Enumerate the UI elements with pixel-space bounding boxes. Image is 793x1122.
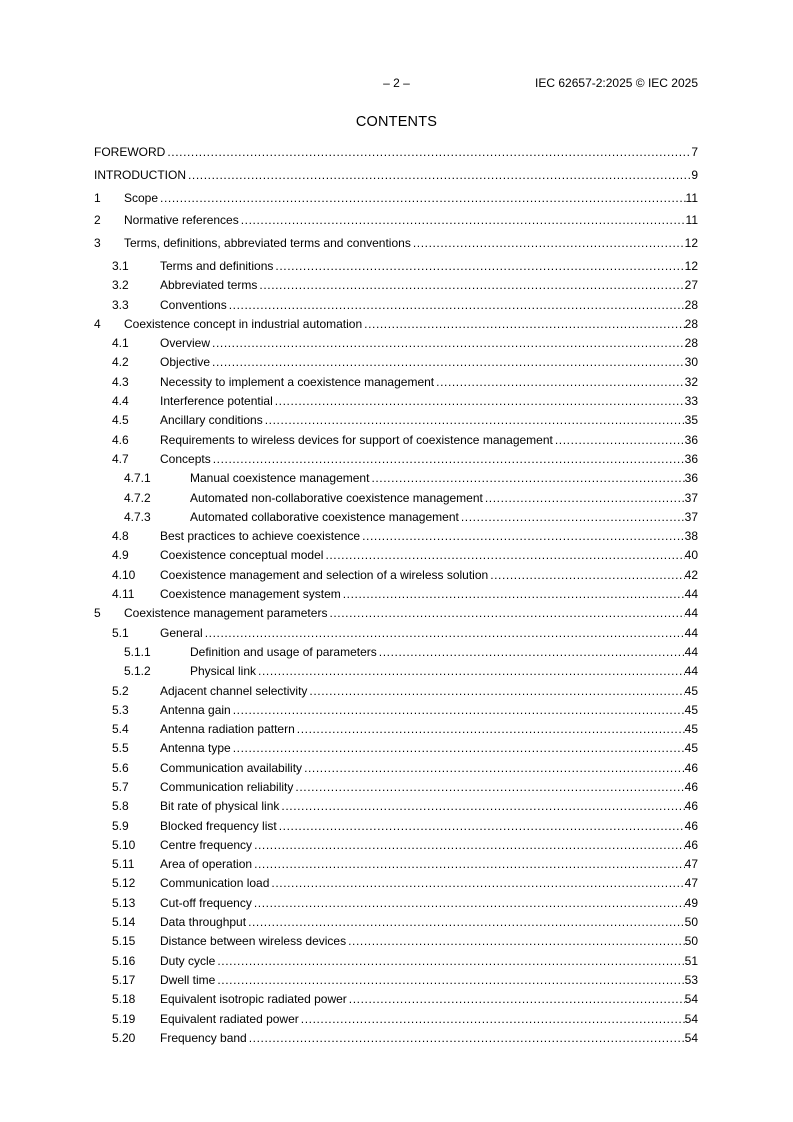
toc-entry-title: INTRODUCTION: [94, 167, 186, 182]
toc-entry-page: 50: [684, 915, 698, 930]
toc-entry[interactable]: [94, 568, 698, 587]
toc-dot-leader: [167, 145, 691, 160]
toc-entry-page: 36: [684, 471, 698, 486]
toc-entry-number: 5.18: [112, 992, 136, 1007]
toc-entry-page: 45: [684, 683, 698, 698]
toc-entry-number: 4.7.3: [124, 509, 151, 524]
toc-dot-leader: [371, 471, 684, 486]
page-number: – 2 –: [383, 76, 410, 90]
toc-entry-number: 4.3: [112, 374, 129, 389]
toc-dot-leader: [275, 259, 684, 274]
toc-entry[interactable]: [94, 857, 698, 876]
toc-dot-leader: [349, 992, 685, 1007]
toc-entry-title: Automated non-collaborative coexistence management: [190, 490, 483, 505]
toc-dot-leader: [329, 606, 684, 621]
toc-entry-page: 28: [684, 316, 698, 331]
toc-entry-page: 35: [684, 413, 698, 428]
toc-entry-number: 5.7: [112, 780, 129, 794]
toc-dot-leader: [254, 838, 685, 853]
toc-entry-page: 46: [684, 780, 698, 794]
toc-entry[interactable]: [94, 741, 698, 760]
toc-entry-title: Distance between wireless devices: [160, 934, 347, 949]
toc-entry[interactable]: [94, 587, 698, 606]
toc-entry-number: 5: [94, 606, 101, 621]
toc-entry-number: 5.1: [112, 625, 129, 640]
toc-entry-page: 45: [684, 702, 698, 717]
toc-entry-number: 4: [94, 316, 101, 331]
toc-dot-leader: [233, 741, 685, 756]
toc-dot-leader: [325, 548, 684, 563]
toc-dot-leader: [213, 452, 685, 467]
toc-entry-title: Communication reliability: [160, 780, 294, 794]
toc-entry-page: 27: [684, 278, 698, 293]
toc-entry[interactable]: [94, 761, 698, 780]
toc-dot-leader: [249, 1031, 685, 1046]
toc-dot-leader: [233, 703, 685, 718]
toc-entry[interactable]: [94, 664, 698, 683]
toc-entry-title: Manual coexistence management: [190, 471, 370, 486]
toc-entry-number: 4.6: [112, 432, 129, 447]
toc-entry[interactable]: [94, 213, 698, 232]
toc-entry-title: Blocked frequency list: [160, 818, 277, 833]
toc-entry-title: Terms and definitions: [160, 258, 274, 273]
toc-entry-page: 7: [691, 145, 698, 159]
toc-entry-page: 33: [684, 394, 698, 409]
toc-entry-page: 11: [685, 213, 698, 228]
toc-entry-page: 42: [684, 567, 698, 582]
toc-entry[interactable]: [94, 973, 698, 992]
page-title: CONTENTS: [355, 114, 438, 130]
toc-entry-title: Centre frequency: [160, 837, 253, 852]
toc-entry-number: 4.7.2: [124, 490, 151, 505]
toc-entry-title: Coexistence management parameters: [124, 606, 328, 621]
toc-entry-number: 4.11: [112, 587, 135, 602]
toc-entry-page: 47: [684, 876, 698, 891]
toc-entry-title: Definition and usage of parameters: [190, 644, 377, 659]
toc-entry-title: Antenna gain: [160, 702, 231, 717]
toc-entry[interactable]: [94, 298, 698, 317]
toc-entry-title: Coexistence concept in industrial automation: [124, 316, 363, 331]
toc-entry-number: 3: [94, 236, 101, 251]
toc-entry-page: 51: [684, 953, 698, 968]
toc-entry[interactable]: [94, 317, 698, 336]
toc-dot-leader: [348, 934, 685, 949]
toc-entry-number: 5.2: [112, 683, 129, 698]
toc-dot-leader: [254, 857, 685, 872]
toc-entry[interactable]: [94, 191, 698, 210]
toc-entry-title: Automated collaborative coexistence management: [190, 509, 459, 524]
toc-entry-number: 4.10: [112, 567, 136, 582]
toc-entry[interactable]: [94, 259, 698, 278]
toc-entry-number: 5.19: [112, 1011, 136, 1026]
toc-entry-page: 54: [684, 1011, 698, 1026]
toc-dot-leader: [212, 355, 685, 370]
toc-entry-title: Equivalent radiated power: [160, 1011, 299, 1026]
toc-dot-leader: [343, 587, 685, 602]
toc-entry[interactable]: [94, 413, 698, 432]
toc-entry-page: 44: [684, 664, 698, 679]
toc-dot-leader: [229, 298, 685, 313]
toc-entry-page: 54: [684, 992, 698, 1007]
toc-entry[interactable]: [94, 168, 698, 187]
toc-entry-page: 28: [684, 297, 698, 312]
toc-entry-title: Coexistence conceptual model: [160, 548, 324, 563]
toc-entry-title: Overview: [160, 336, 211, 351]
toc-entry-number: 5.3: [112, 702, 129, 717]
toc-dot-leader: [295, 780, 684, 795]
toc-entry-title: Interference potential: [160, 394, 273, 409]
toc-dot-leader: [254, 896, 685, 911]
toc-dot-leader: [379, 645, 685, 660]
toc-entry-page: 32: [684, 374, 698, 389]
toc-entry-title: Physical link: [190, 664, 257, 679]
toc-dot-leader: [160, 191, 686, 206]
toc-entry-number: 4.5: [112, 413, 129, 428]
toc-entry-number: 5.9: [112, 818, 129, 833]
toc-entry[interactable]: [94, 684, 698, 703]
toc-dot-leader: [362, 529, 685, 544]
toc-entry-title: Best practices to achieve coexistence: [160, 529, 361, 544]
toc-dot-leader: [248, 915, 685, 930]
toc-entry-page: 46: [684, 837, 698, 852]
toc-dot-leader: [212, 336, 685, 351]
toc-dot-leader: [188, 168, 691, 183]
toc-entry[interactable]: [94, 992, 698, 1011]
toc-entry-page: 44: [684, 644, 698, 659]
toc-entry[interactable]: [94, 954, 698, 973]
toc-entry[interactable]: [94, 703, 698, 722]
toc-entry[interactable]: [94, 394, 698, 413]
toc-entry-page: 37: [684, 490, 698, 505]
toc-dot-leader: [279, 819, 685, 834]
toc-entry-page: 54: [684, 1030, 698, 1045]
toc-entry[interactable]: [94, 355, 698, 374]
toc-entry[interactable]: [94, 896, 698, 915]
toc-entry-title: Coexistence management and selection of a wireless solution: [160, 567, 489, 582]
toc-entry-number: 5.1.1: [124, 644, 151, 659]
toc-dot-leader: [304, 761, 685, 776]
toc-entry[interactable]: [94, 471, 698, 490]
toc-dot-leader: [461, 510, 685, 525]
toc-entry-page: 30: [684, 355, 698, 370]
toc-dot-leader: [555, 433, 685, 448]
toc-entry-title: Area of operation: [160, 857, 253, 872]
toc-entry-title: General: [160, 625, 203, 640]
toc-entry-title: Objective: [160, 355, 211, 370]
toc-entry-number: 2: [94, 213, 101, 228]
toc-entry-number: 5.11: [112, 857, 135, 872]
toc-entry-title: Terms, definitions, abbreviated terms and conventions: [124, 236, 411, 251]
toc-entry-number: 4.8: [112, 529, 129, 544]
toc-entry-number: 4.2: [112, 355, 129, 370]
toc-entry-title: Coexistence management system: [160, 587, 341, 602]
toc-entry[interactable]: [94, 838, 698, 857]
toc-entry[interactable]: [94, 1031, 698, 1050]
toc-entry-number: 5.10: [112, 837, 136, 852]
toc-entry-page: 37: [684, 509, 698, 524]
toc-entry-page: 46: [684, 818, 698, 833]
toc-entry-page: 46: [684, 760, 698, 775]
toc-dot-leader: [364, 317, 685, 332]
toc-entry-title: Scope: [124, 190, 159, 205]
toc-entry-page: 11: [685, 190, 698, 205]
toc-dot-leader: [259, 278, 684, 293]
toc-entry-page: 45: [684, 722, 698, 737]
toc-entry-number: 5.16: [112, 953, 136, 968]
toc-entry-title: Dwell time: [160, 972, 216, 987]
toc-entry[interactable]: [94, 433, 698, 452]
toc-entry[interactable]: [94, 645, 698, 664]
toc-entry-title: Normative references: [124, 213, 239, 228]
toc-entry[interactable]: [94, 799, 698, 818]
toc-entry[interactable]: [94, 278, 698, 297]
toc-entry-number: 4.1: [112, 336, 129, 351]
toc-entry-number: 5.17: [112, 972, 136, 987]
toc-entry[interactable]: [94, 915, 698, 934]
toc-entry-title: Ancillary conditions: [160, 413, 263, 428]
toc-entry[interactable]: [94, 819, 698, 838]
toc-entry-page: 50: [684, 934, 698, 949]
toc-dot-leader: [413, 236, 685, 251]
toc-entry-page: 36: [684, 432, 698, 447]
toc-entry-number: 4.7: [112, 451, 129, 466]
toc-entry-title: Conventions: [160, 297, 227, 312]
toc-dot-leader: [271, 876, 684, 891]
toc-entry[interactable]: [94, 375, 698, 394]
toc-entry[interactable]: [94, 780, 698, 799]
toc-dot-leader: [309, 684, 684, 699]
toc-entry[interactable]: [94, 876, 698, 895]
toc-entry[interactable]: [94, 722, 698, 741]
toc-entry[interactable]: [94, 626, 698, 645]
toc-entry[interactable]: [94, 491, 698, 510]
toc-entry-page: 12: [684, 236, 698, 251]
toc-entry-title: Data throughput: [160, 915, 247, 930]
toc-entry-page: 45: [684, 741, 698, 756]
toc-entry-title: Concepts: [160, 451, 211, 466]
toc-entry[interactable]: [94, 336, 698, 355]
toc-entry-page: 47: [684, 857, 698, 872]
toc-dot-leader: [217, 954, 684, 969]
toc-dot-leader: [217, 973, 684, 988]
toc-entry-title: Cut-off frequency: [160, 895, 252, 910]
toc-entry-number: 5.12: [112, 876, 136, 891]
toc-entry[interactable]: [94, 1012, 698, 1031]
toc-entry-number: 4.4: [112, 394, 129, 409]
toc-entry-page: 44: [684, 587, 698, 602]
toc-dot-leader: [485, 491, 685, 506]
toc-entry-title: Necessity to implement a coexistence management: [160, 374, 435, 389]
toc-entry[interactable]: [94, 529, 698, 548]
toc-entry-page: 36: [684, 451, 698, 466]
toc-entry-page: 28: [684, 336, 698, 351]
toc-entry-title: Antenna radiation pattern: [160, 722, 295, 737]
toc-entry-page: 9: [691, 167, 698, 182]
toc-entry[interactable]: [94, 145, 698, 164]
toc-entry-number: 5.4: [112, 722, 129, 737]
toc-entry-page: 40: [684, 548, 698, 563]
toc-dot-leader: [281, 799, 684, 814]
toc-entry[interactable]: [94, 606, 698, 625]
toc-entry-number: 5.1.2: [124, 664, 151, 679]
toc-entry-number: 4.7.1: [124, 471, 151, 486]
toc-entry-title: Bit rate of physical link: [160, 799, 280, 814]
toc-entry-number: 3.2: [112, 278, 129, 293]
toc-entry-number: 1: [94, 190, 101, 205]
toc-entry-number: 5.5: [112, 741, 129, 756]
toc-dot-leader: [241, 213, 686, 228]
toc-entry-number: 5.14: [112, 915, 136, 930]
toc-entry-title: Frequency band: [160, 1030, 247, 1045]
toc-dot-leader: [205, 626, 685, 641]
toc-entry-page: 53: [684, 972, 698, 987]
toc-entry-number: 3.1: [112, 258, 129, 273]
toc-dot-leader: [436, 375, 685, 390]
toc-entry[interactable]: [94, 452, 698, 471]
toc-entry-title: Adjacent channel selectivity: [160, 683, 308, 698]
toc-entry[interactable]: [94, 548, 698, 567]
toc-entry-title: Antenna type: [160, 741, 231, 756]
toc-entry-number: 4.9: [112, 548, 129, 563]
toc-entry-number: 5.6: [112, 760, 129, 775]
toc-entry-page: 44: [684, 606, 698, 621]
toc-entry-page: 49: [684, 895, 698, 910]
toc-entry-number: 5.13: [112, 895, 136, 910]
table-of-contents: [94, 145, 698, 1050]
toc-entry-title: Abbreviated terms: [160, 278, 258, 293]
toc-dot-leader: [258, 664, 685, 679]
toc-entry-page: 12: [684, 258, 698, 273]
toc-entry-title: FOREWORD: [94, 145, 166, 159]
standard-reference: IEC 62657-2:2025 © IEC 2025: [535, 76, 698, 90]
toc-entry[interactable]: [94, 934, 698, 953]
toc-dot-leader: [275, 394, 685, 409]
toc-entry-number: 5.15: [112, 934, 136, 949]
toc-entry-page: 44: [684, 625, 698, 640]
toc-entry[interactable]: [94, 510, 698, 529]
toc-dot-leader: [265, 413, 685, 428]
toc-entry[interactable]: [94, 236, 698, 255]
toc-entry-title: Requirements to wireless devices for support of coexistence management: [160, 432, 553, 447]
toc-entry-title: Equivalent isotropic radiated power: [160, 992, 347, 1007]
toc-entry-title: Communication availability: [160, 760, 303, 775]
toc-entry-title: Communication load: [160, 876, 270, 891]
toc-entry-number: 5.20: [112, 1030, 136, 1045]
toc-entry-number: 5.8: [112, 799, 129, 814]
toc-entry-title: Duty cycle: [160, 953, 216, 968]
toc-entry-number: 3.3: [112, 297, 129, 312]
toc-dot-leader: [301, 1012, 685, 1027]
toc-entry-page: 46: [684, 799, 698, 814]
toc-entry-page: 38: [684, 529, 698, 544]
toc-dot-leader: [490, 568, 684, 583]
toc-dot-leader: [297, 722, 685, 737]
